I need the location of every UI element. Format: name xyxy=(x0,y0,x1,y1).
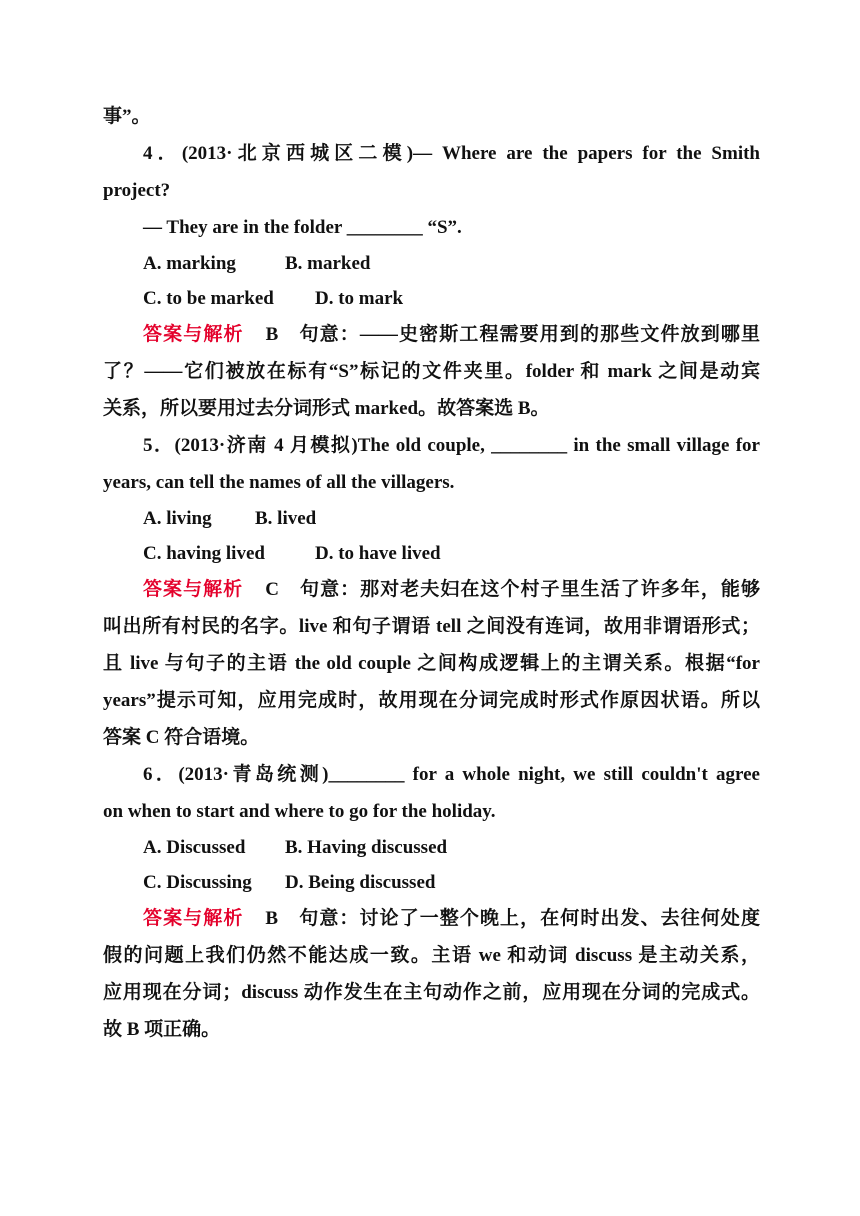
question-5-answer-line-3: 且 live 与句子的主语 the old couple 之间构成逻辑上的主谓关系。根据“for xyxy=(103,653,760,674)
question-4-stem-line-2: project? xyxy=(103,180,171,201)
question-4-answer-line-1 xyxy=(103,316,760,353)
question-6-answer-line-1 xyxy=(103,900,760,937)
answer-text: B 句意：——史密斯工程需要用到的那些文件放到哪里 xyxy=(265,324,760,345)
option-d: D. Being discussed xyxy=(285,872,436,893)
option-d: D. to mark xyxy=(315,288,404,309)
option-b: B. lived xyxy=(255,508,317,529)
option-c: C. to be marked xyxy=(143,288,274,309)
document-page xyxy=(103,98,760,1048)
question-6-answer-line-4: 故 B 项正确。 xyxy=(103,1019,221,1040)
option-b: B. Having discussed xyxy=(285,837,448,858)
text-line: 事”。 xyxy=(103,106,151,127)
question-5-options-cd xyxy=(103,536,760,571)
question-4-answer-line-3: 关系，所以要用过去分词形式 marked。故答案选 B。 xyxy=(103,398,550,419)
question-5-stem-line-1: 5．(2013·济南 4 月模拟)The old couple, ________ in the small village for xyxy=(143,435,760,456)
question-5-answer-line-5: 答案 C 符合语境。 xyxy=(103,727,260,748)
option-c: C. having lived xyxy=(143,543,265,564)
question-6-options-cd xyxy=(103,865,760,900)
option-c: C. Discussing xyxy=(143,872,252,893)
option-a: A. Discussed xyxy=(143,837,246,858)
question-4-options-cd xyxy=(103,281,760,316)
question-4-stem-line-1: 4．(2013·北京西城区二模)— Where are the papers for the Smith xyxy=(143,143,760,164)
option-b: B. marked xyxy=(285,253,371,274)
answer-label: 答案与解析 xyxy=(143,908,244,929)
option-a: A. marking xyxy=(143,253,236,274)
question-6-stem-line-1: 6．(2013·青岛统测)________ for a whole night, we still couldn't agree xyxy=(143,764,760,785)
question-5-stem-line-2: years, can tell the names of all the villagers. xyxy=(103,472,455,493)
answer-text: C 句意：那对老夫妇在这个村子里生活了许多年，能够 xyxy=(265,579,760,600)
question-4-stem-line-3: — They are in the folder ________ “S”. xyxy=(143,217,462,238)
question-5-answer-line-1 xyxy=(103,571,760,608)
question-5-answer-line-2: 叫出所有村民的名字。live 和句子谓语 tell 之间没有连词，故用非谓语形式； xyxy=(103,616,760,637)
answer-text: B 句意：讨论了一整个晚上，在何时出发、去往何处度 xyxy=(265,908,760,929)
question-6-answer-line-3: 应用现在分词；discuss 动作发生在主句动作之前，应用现在分词的完成式。 xyxy=(103,982,760,1003)
answer-label: 答案与解析 xyxy=(143,579,244,600)
question-6-stem-line-2: on when to start and where to go for the holiday. xyxy=(103,801,496,822)
option-a: A. living xyxy=(143,508,212,529)
question-5-answer-line-4: years”提示可知，应用完成时，故用现在分词完成时形式作原因状语。所以 xyxy=(103,690,760,711)
question-6-answer-line-2: 假的问题上我们仍然不能达成一致。主语 we 和动词 discuss 是主动关系， xyxy=(103,945,760,966)
answer-label: 答案与解析 xyxy=(143,324,244,345)
question-5-options-ab xyxy=(103,501,760,536)
question-4-answer-line-2: 了？——它们被放在标有“S”标记的文件夹里。folder 和 mark 之间是动宾 xyxy=(103,361,760,382)
question-4-options-ab xyxy=(103,246,760,281)
option-d: D. to have lived xyxy=(315,543,441,564)
question-6-options-ab xyxy=(103,830,760,865)
